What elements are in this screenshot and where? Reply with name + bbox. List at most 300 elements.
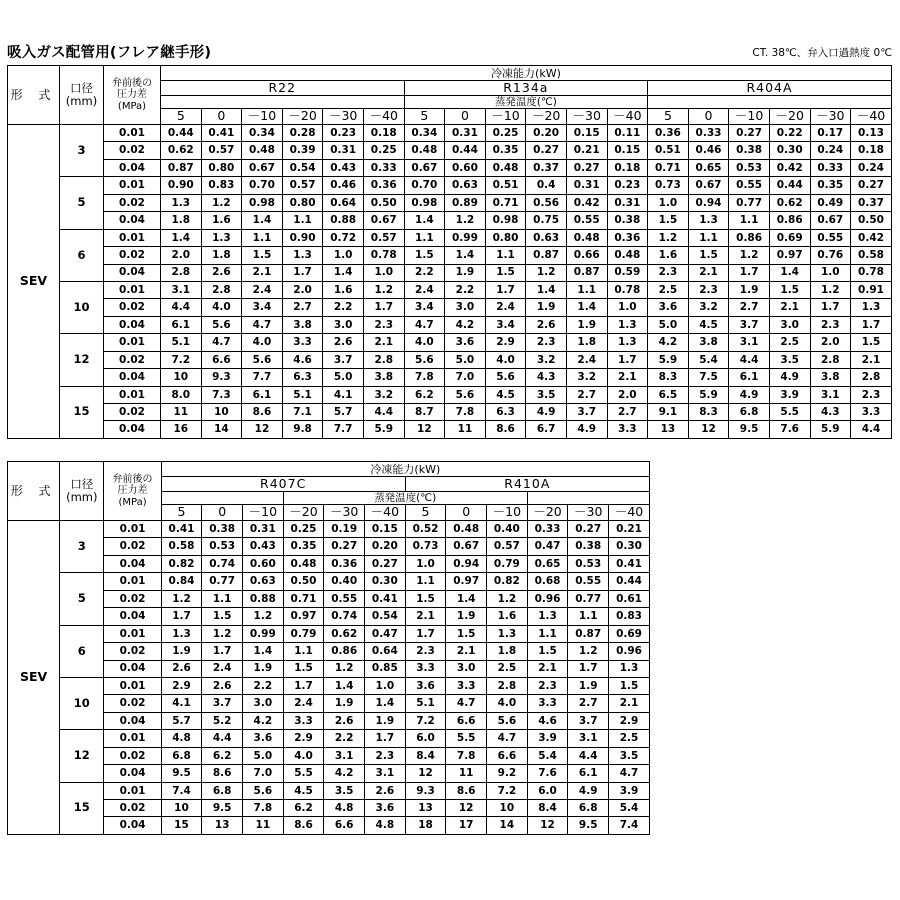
pressure-diff: 0.04 [104,421,161,438]
capacity-value: 3.7 [202,695,243,712]
table-row [8,800,650,817]
capacity-value: 0.85 [365,660,406,677]
capacity-value: 5.5 [283,765,324,782]
capacity-value: 0.41 [609,555,650,572]
header-bore [60,462,104,521]
capacity-value: 4.1 [161,695,202,712]
bore-size: 10 [60,677,104,729]
capacity-value: 1.5 [485,264,526,281]
capacity-value: 0.63 [445,177,486,194]
capacity-value: 0.21 [566,142,607,159]
capacity-value: 13 [202,817,243,834]
capacity-value: 0.51 [648,142,689,159]
capacity-value: 9.2 [487,765,528,782]
capacity-value: 0.97 [283,608,324,625]
capacity-value: 0.49 [810,194,851,211]
table-row [8,747,650,764]
capacity-value: 1.4 [445,247,486,264]
capacity-value: 4.9 [566,421,607,438]
capacity-value: 8.0 [161,386,202,403]
temperature-header: －20 [769,109,810,125]
capacity-value: 9.3 [201,369,242,386]
capacity-value: 1.1 [404,229,445,246]
temperature-header: －10 [243,505,284,521]
capacity-value: 1.9 [446,608,487,625]
capacity-value: 1.4 [365,695,406,712]
capacity-value: 8.4 [405,747,446,764]
capacity-value: 5.9 [688,386,729,403]
capacity-value: 1.5 [202,608,243,625]
capacity-value: 0.41 [365,590,406,607]
capacity-value: 0.79 [283,625,324,642]
header-blank [648,96,892,109]
capacity-value: 2.2 [243,677,284,694]
capacity-value: 4.7 [404,316,445,333]
temperature-header: －30 [324,505,365,521]
capacity-value: 0.74 [324,608,365,625]
capacity-table-1 [7,65,892,439]
temperature-header: 5 [161,505,202,521]
capacity-value: 1.7 [365,730,406,747]
capacity-value: 1.3 [607,334,648,351]
capacity-value: 0.51 [485,177,526,194]
capacity-value: 11 [161,404,202,421]
capacity-value: 0.44 [445,142,486,159]
capacity-value: 4.0 [487,695,528,712]
capacity-value: 1.3 [527,608,568,625]
capacity-value: 0.41 [201,125,242,142]
capacity-value: 0.27 [365,555,406,572]
capacity-value: 3.4 [242,299,283,316]
table-row [8,730,650,747]
capacity-value: 0.46 [323,177,364,194]
capacity-value: 1.9 [526,299,567,316]
capacity-value: 0.90 [161,177,202,194]
capacity-value: 0.77 [202,573,243,590]
capacity-value: 2.4 [283,695,324,712]
capacity-value: 0.38 [202,521,243,538]
capacity-value: 0.20 [526,125,567,142]
capacity-value: 1.1 [485,247,526,264]
capacity-value: 3.9 [609,782,650,799]
capacity-value: 7.6 [527,765,568,782]
header-evap-temp: 蒸発温度(℃) [283,492,527,505]
capacity-value: 2.3 [851,386,892,403]
pressure-diff: 0.04 [104,660,161,677]
pressure-diff: 0.02 [104,351,161,368]
capacity-value: 2.5 [769,334,810,351]
capacity-value: 5.4 [688,351,729,368]
capacity-value: 1.2 [729,247,770,264]
capacity-value: 12 [405,765,446,782]
capacity-value: 4.2 [648,334,689,351]
capacity-value: 5.9 [363,421,404,438]
capacity-value: 2.2 [404,264,445,281]
capacity-value: 0.48 [404,142,445,159]
capacity-value: 1.0 [323,247,364,264]
capacity-value: 1.9 [243,660,284,677]
capacity-value: 4.2 [243,712,284,729]
capacity-value: 1.5 [283,660,324,677]
capacity-value: 2.6 [324,712,365,729]
capacity-value: 5.2 [202,712,243,729]
capacity-value: 3.3 [446,677,487,694]
capacity-value: 10 [201,404,242,421]
capacity-value: 1.1 [568,608,609,625]
capacity-value: 2.4 [404,281,445,298]
capacity-value: 8.7 [404,404,445,421]
capacity-value: 0.35 [810,177,851,194]
capacity-value: 0.31 [243,521,284,538]
temperature-header: －20 [526,109,567,125]
capacity-value: 0.55 [566,212,607,229]
table-row [8,765,650,782]
capacity-value: 1.8 [161,212,202,229]
capacity-value: 1.7 [282,264,323,281]
capacity-value: 9.5 [729,421,770,438]
capacity-value: 15 [161,817,202,834]
capacity-value: 0.17 [810,125,851,142]
capacity-value: 0.27 [526,142,567,159]
capacity-value: 7.7 [323,421,364,438]
capacity-value: 0.47 [365,625,406,642]
capacity-value: 4.0 [242,334,283,351]
capacity-value: 0.52 [405,521,446,538]
capacity-value: 4.6 [527,712,568,729]
capacity-value: 3.2 [566,369,607,386]
capacity-value: 6.1 [729,369,770,386]
capacity-value: 0.86 [729,229,770,246]
capacity-value: 0.40 [487,521,528,538]
header-pressure [104,462,161,521]
capacity-value: 7.5 [688,369,729,386]
capacity-value: 1.6 [648,247,689,264]
pressure-diff: 0.01 [104,782,161,799]
capacity-value: 2.1 [769,299,810,316]
capacity-value: 1.8 [487,643,528,660]
capacity-value: 0.67 [688,177,729,194]
capacity-value: 0.41 [161,521,202,538]
capacity-value: 1.5 [242,247,283,264]
capacity-value: 2.3 [810,316,851,333]
refrigerant-header: R410A [405,477,649,492]
capacity-value: 2.8 [851,369,892,386]
capacity-value: 0.97 [769,247,810,264]
capacity-value: 1.7 [283,677,324,694]
table-row [8,695,650,712]
capacity-value: 8.3 [688,404,729,421]
capacity-value: 2.1 [242,264,283,281]
capacity-value: 0.37 [851,194,892,211]
capacity-value: 11 [445,421,486,438]
capacity-value: 14 [201,421,242,438]
capacity-value: 0.73 [648,177,689,194]
capacity-value: 0.18 [851,142,892,159]
capacity-value: 1.0 [363,264,404,281]
capacity-value: 0.58 [851,247,892,264]
capacity-value: 3.7 [568,712,609,729]
capacity-value: 0.88 [323,212,364,229]
capacity-value: 3.9 [527,730,568,747]
capacity-value: 0.98 [242,194,283,211]
bore-size: 15 [60,386,104,438]
capacity-value: 0.53 [729,159,770,176]
capacity-value: 0.71 [485,194,526,211]
capacity-value: 6.3 [485,404,526,421]
capacity-value: 4.4 [568,747,609,764]
capacity-value: 7.2 [487,782,528,799]
temperature-header: －40 [363,109,404,125]
capacity-value: 1.1 [283,643,324,660]
capacity-value: 0.65 [688,159,729,176]
capacity-value: 1.5 [648,212,689,229]
capacity-value: 0.30 [769,142,810,159]
capacity-value: 1.1 [527,625,568,642]
capacity-value: 0.55 [810,229,851,246]
capacity-value: 1.1 [242,229,283,246]
capacity-value: 7.2 [405,712,446,729]
capacity-value: 8.4 [527,800,568,817]
capacity-value: 1.9 [729,281,770,298]
capacity-value: 0.23 [323,125,364,142]
header-blank [161,492,283,505]
capacity-value: 0.86 [769,212,810,229]
refrigerant-header: R407C [161,477,405,492]
capacity-value: 4.9 [568,782,609,799]
capacity-value: 1.7 [363,299,404,316]
capacity-value: 0.54 [365,608,406,625]
capacity-value: 0.47 [527,538,568,555]
capacity-value: 2.7 [568,695,609,712]
table-row [8,386,892,403]
capacity-value: 3.8 [688,334,729,351]
capacity-value: 2.6 [161,660,202,677]
capacity-value: 0.62 [161,142,202,159]
capacity-value: 4.7 [446,695,487,712]
capacity-value: 8.6 [202,765,243,782]
capacity-value: 0.57 [363,229,404,246]
capacity-value: 2.8 [487,677,528,694]
capacity-value: 2.2 [445,281,486,298]
capacity-value: 0.62 [324,625,365,642]
capacity-value: 1.4 [161,229,202,246]
capacity-value: 2.3 [648,264,689,281]
temperature-header: －10 [485,109,526,125]
capacity-value: 0.67 [446,538,487,555]
capacity-value: 0.42 [566,194,607,211]
capacity-value: 0.57 [487,538,528,555]
table-row [8,573,650,590]
capacity-value: 2.4 [485,299,526,316]
capacity-value: 0.48 [607,247,648,264]
capacity-value: 0.60 [243,555,284,572]
temperature-header: －20 [527,505,568,521]
capacity-value: 0.24 [851,159,892,176]
pressure-diff: 0.04 [104,817,161,834]
capacity-value: 3.2 [688,299,729,316]
bore-size: 5 [60,573,104,625]
capacity-value: 4.4 [202,730,243,747]
capacity-value: 2.9 [283,730,324,747]
capacity-value: 2.4 [242,281,283,298]
capacity-value: 0.59 [607,264,648,281]
capacity-value: 3.3 [405,660,446,677]
temperature-header: －10 [487,505,528,521]
capacity-value: 3.3 [607,421,648,438]
capacity-value: 2.1 [446,643,487,660]
temperature-header: －20 [283,505,324,521]
capacity-value: 0.72 [323,229,364,246]
capacity-value: 4.2 [324,765,365,782]
capacity-value: 18 [405,817,446,834]
capacity-value: 4.9 [729,386,770,403]
capacity-value: 7.0 [445,369,486,386]
capacity-value: 2.1 [607,369,648,386]
capacity-value: 5.4 [609,800,650,817]
capacity-value: 2.1 [363,334,404,351]
capacity-value: 6.2 [404,386,445,403]
capacity-value: 0.34 [404,125,445,142]
capacity-value: 1.3 [161,625,202,642]
table-row [8,677,650,694]
capacity-value: 0.78 [363,247,404,264]
capacity-value: 0.31 [445,125,486,142]
capacity-value: 5.7 [161,712,202,729]
capacity-value: 1.5 [404,247,445,264]
capacity-value: 0.48 [485,159,526,176]
capacity-value: 13 [405,800,446,817]
refrigerant-header: R22 [161,81,405,96]
capacity-value: 1.1 [688,229,729,246]
pressure-diff: 0.01 [104,625,161,642]
table-row [8,299,892,316]
capacity-value: 0.57 [201,142,242,159]
capacity-value: 5.6 [404,351,445,368]
capacity-value: 0.44 [769,177,810,194]
capacity-value: 0.44 [161,125,202,142]
capacity-value: 2.6 [202,677,243,694]
capacity-value: 0.61 [609,590,650,607]
capacity-value: 0.53 [568,555,609,572]
capacity-value: 7.0 [243,765,284,782]
capacity-value: 0.67 [404,159,445,176]
capacity-value: 2.2 [324,730,365,747]
capacity-value: 0.43 [243,538,284,555]
capacity-value: 0.33 [810,159,851,176]
pressure-diff: 0.01 [104,229,161,246]
bore-size: 15 [60,782,104,834]
capacity-value: 0.90 [282,229,323,246]
capacity-value: 3.4 [404,299,445,316]
capacity-value: 0.35 [283,538,324,555]
capacity-value: 4.3 [526,369,567,386]
pressure-diff: 0.02 [104,695,161,712]
header-pressure-text: 弁前後の 圧力差 (MPa) [112,77,152,112]
capacity-value: 2.8 [161,264,202,281]
capacity-value: 0.15 [566,125,607,142]
capacity-value: 0.99 [445,229,486,246]
capacity-value: 0.42 [769,159,810,176]
capacity-value: 0.76 [810,247,851,264]
capacity-value: 0.31 [566,177,607,194]
capacity-value: 2.5 [609,730,650,747]
capacity-value: 2.7 [607,404,648,421]
capacity-value: 7.4 [609,817,650,834]
capacity-value: 3.7 [566,404,607,421]
pressure-diff: 0.01 [104,730,161,747]
capacity-value: 0.38 [568,538,609,555]
capacity-value: 0.82 [487,573,528,590]
temperature-header: －30 [323,109,364,125]
capacity-value: 0.55 [324,590,365,607]
capacity-value: 0.87 [566,264,607,281]
capacity-value: 1.4 [446,590,487,607]
temperature-header: －20 [282,109,323,125]
capacity-value: 2.0 [607,386,648,403]
capacity-value: 6.8 [161,747,202,764]
header-evap-temp: 蒸発温度(℃) [404,96,648,109]
capacity-value: 7.8 [243,800,284,817]
capacity-value: 1.1 [282,212,323,229]
capacity-value: 1.7 [161,608,202,625]
capacity-value: 1.4 [324,677,365,694]
capacity-value: 3.0 [769,316,810,333]
capacity-value: 1.5 [851,334,892,351]
capacity-value: 3.1 [365,765,406,782]
capacity-value: 6.8 [729,404,770,421]
capacity-value: 1.7 [202,643,243,660]
capacity-value: 1.7 [485,281,526,298]
temperature-header: 5 [648,109,689,125]
capacity-value: 5.6 [243,782,284,799]
capacity-value: 0.63 [526,229,567,246]
capacity-value: 0.21 [609,521,650,538]
capacity-value: 10 [161,369,202,386]
capacity-value: 2.7 [729,299,770,316]
capacity-value: 4.6 [282,351,323,368]
capacity-value: 1.0 [810,264,851,281]
table-row [8,334,892,351]
capacity-value: 3.1 [729,334,770,351]
capacity-value: 9.8 [282,421,323,438]
capacity-value: 0.68 [527,573,568,590]
table-row [8,229,892,246]
capacity-value: 3.5 [526,386,567,403]
capacity-value: 6.1 [242,386,283,403]
capacity-value: 2.1 [527,660,568,677]
capacity-value: 6.6 [487,747,528,764]
header-capacity: 冷凍能力(kW) [161,462,649,477]
capacity-value: 8.6 [283,817,324,834]
table-row [8,159,892,176]
capacity-value: 0.50 [363,194,404,211]
table-row [8,142,892,159]
capacity-value: 1.4 [526,281,567,298]
table-row [8,660,650,677]
header-pressure [104,66,161,125]
capacity-value: 1.3 [851,299,892,316]
capacity-value: 3.0 [243,695,284,712]
capacity-value: 1.4 [566,299,607,316]
capacity-value: 4.7 [487,730,528,747]
model-name: SEV [8,125,60,439]
capacity-value: 0.19 [324,521,365,538]
capacity-value: 0.67 [810,212,851,229]
capacity-value: 0.89 [445,194,486,211]
bore-size: 6 [60,625,104,677]
capacity-value: 0.74 [202,555,243,572]
capacity-value: 3.1 [161,281,202,298]
